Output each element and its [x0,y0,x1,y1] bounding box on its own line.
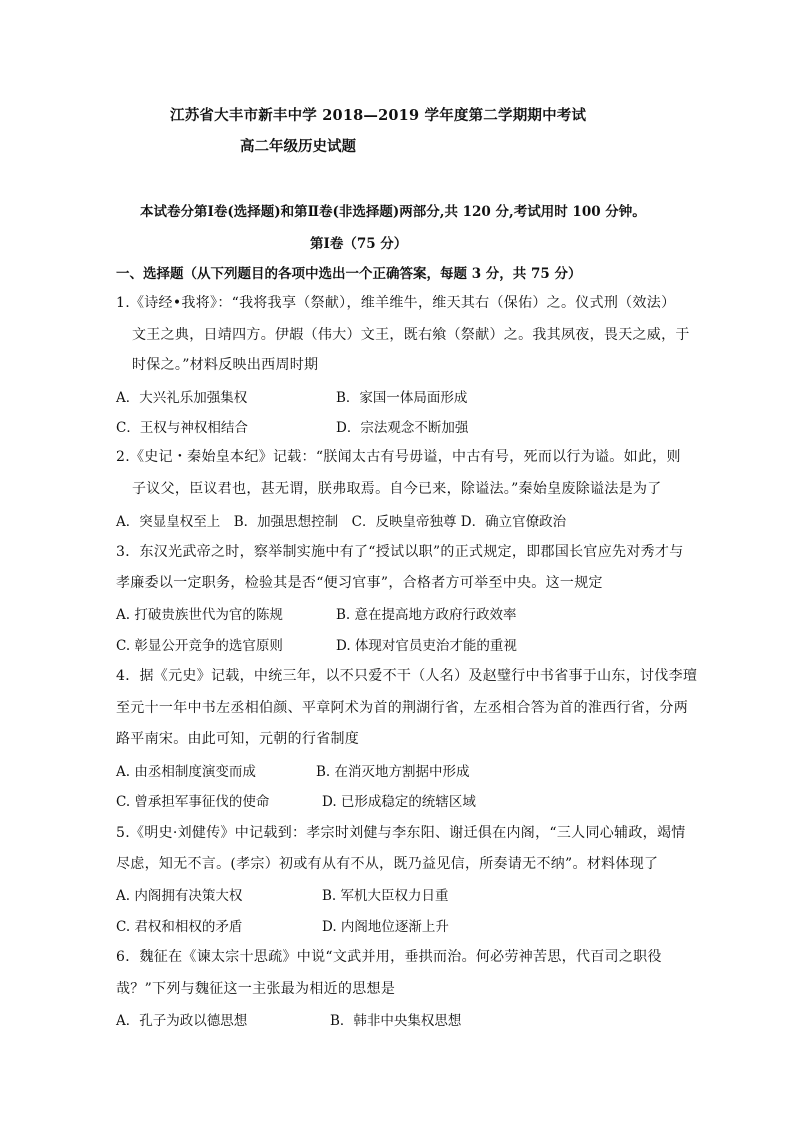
question-1-option-b: B．家国一体局面形成 [336,390,468,406]
question-4-line: 至元十一年中书左丞相伯颜、平章阿术为首的荆湖行省，左丞相合答为首的淮西行省，分两 [116,700,688,716]
question-1-line: 1.《诗经•我将》：“我将我享（祭献），维羊维牛，维天其右（保佑）之。仪式刑（效法） [116,295,676,311]
question-4-option-c: C. 曾承担军事征伐的使命 [116,794,270,810]
question-3-option-a: A. 打破贵族世代为官的陈规 [116,607,283,623]
question-3-option-b: B. 意在提高地方政府行政效率 [336,607,517,623]
question-4-option-d: D. 已形成稳定的统辖区域 [322,794,476,810]
question-5-option-a: A. 内阁拥有决策大权 [116,888,243,904]
exam-instructions: 本试卷分第Ⅰ卷(选择题)和第Ⅱ卷(非选择题)两部分,共 120 分,考试用时 100 分钟。 [140,204,646,220]
question-1-option-c: C．王权与神权相结合 [116,420,248,436]
question-2-options: A．突显皇权至上 B．加强思想控制 C．反映皇帝独尊 D．确立官僚政治 [116,514,567,530]
exam-title: 江苏省大丰市新丰中学 2018—2019 学年度第二学期期中考试 [170,107,587,124]
question-6-line: 6．魏征在《谏太宗十思疏》中说“文武并用，垂拱而治。何必劳神苦思，代百司之职役 [116,949,662,965]
question-6-line: 哉？”下列与魏征这一主张最为相近的思想是 [116,981,396,997]
question-3-line: 3．东汉光武帝之时，察举制实施中有了“授试以职”的正式规定，即郡国长官应先对秀才与 [116,544,684,560]
question-1-line: 时保之。”材料反映出西周时期 [132,357,319,373]
part-title: 一、选择题（从下列题目的各项中选出一个正确答案，每题 3 分，共 75 分） [116,266,582,282]
question-5-option-d: D. 内阁地位逐渐上升 [322,919,449,935]
question-5-option-c: C. 君权和相权的矛盾 [116,919,243,935]
question-2-line: 子议父，臣议君也，甚无谓，朕弗取焉。自今已来，除谥法。”秦始皇废除谥法是为了 [132,481,662,497]
question-1-option-d: D．宗法观念不断加强 [336,420,469,436]
question-3-line: 孝廉委以一定职务，检验其是否“便习官事”，合格者方可举至中央。这一规定 [116,575,603,591]
question-3-option-d: D. 体现对官员吏治才能的重视 [336,638,517,654]
question-5-line: 尽虑，知无不言。(孝宗）初或有从有不从，既乃益见信，所奏请无不纳”。材料体现了 [116,856,659,872]
question-4-line: 4．据《元史》记载，中统三年，以不只爱不干（人名）及赵璧行中书省事于山东，讨伐李璮 [116,668,698,684]
exam-subtitle: 高二年级历史试题 [240,138,356,155]
section-title: 第Ⅰ卷（75 分） [310,236,408,252]
question-1-line: 文王之典，日靖四方。伊嘏（伟大）文王，既右飨（祭献）之。我其夙夜，畏天之威，于 [132,327,690,343]
question-4-line: 路平南宋。由此可知，元朝的行省制度 [116,731,360,747]
question-1-option-a: A．大兴礼乐加强集权 [116,390,248,406]
question-5-option-b: B. 军机大臣权力日重 [322,888,449,904]
question-5-line: 5.《明史·刘健传》中记载到：孝宗时刘健与李东阳、谢迁俱在内阁，“三人同心辅政，竭情 [116,825,686,841]
question-4-option-b: B. 在消灭地方割据中形成 [316,764,470,780]
question-3-option-c: C. 彰显公开竞争的选官原则 [116,638,283,654]
question-4-option-a: A. 由丞相制度演变而成 [116,764,256,780]
question-6-option-b: B．韩非中央集权思想 [330,1013,462,1029]
question-6-option-a: A．孔子为政以德思想 [116,1013,248,1029]
question-2-line: 2.《史记・秦始皇本纪》记载：“朕闻太古有号毋谥，中古有号，死而以行为谥。如此，则 [116,449,681,465]
